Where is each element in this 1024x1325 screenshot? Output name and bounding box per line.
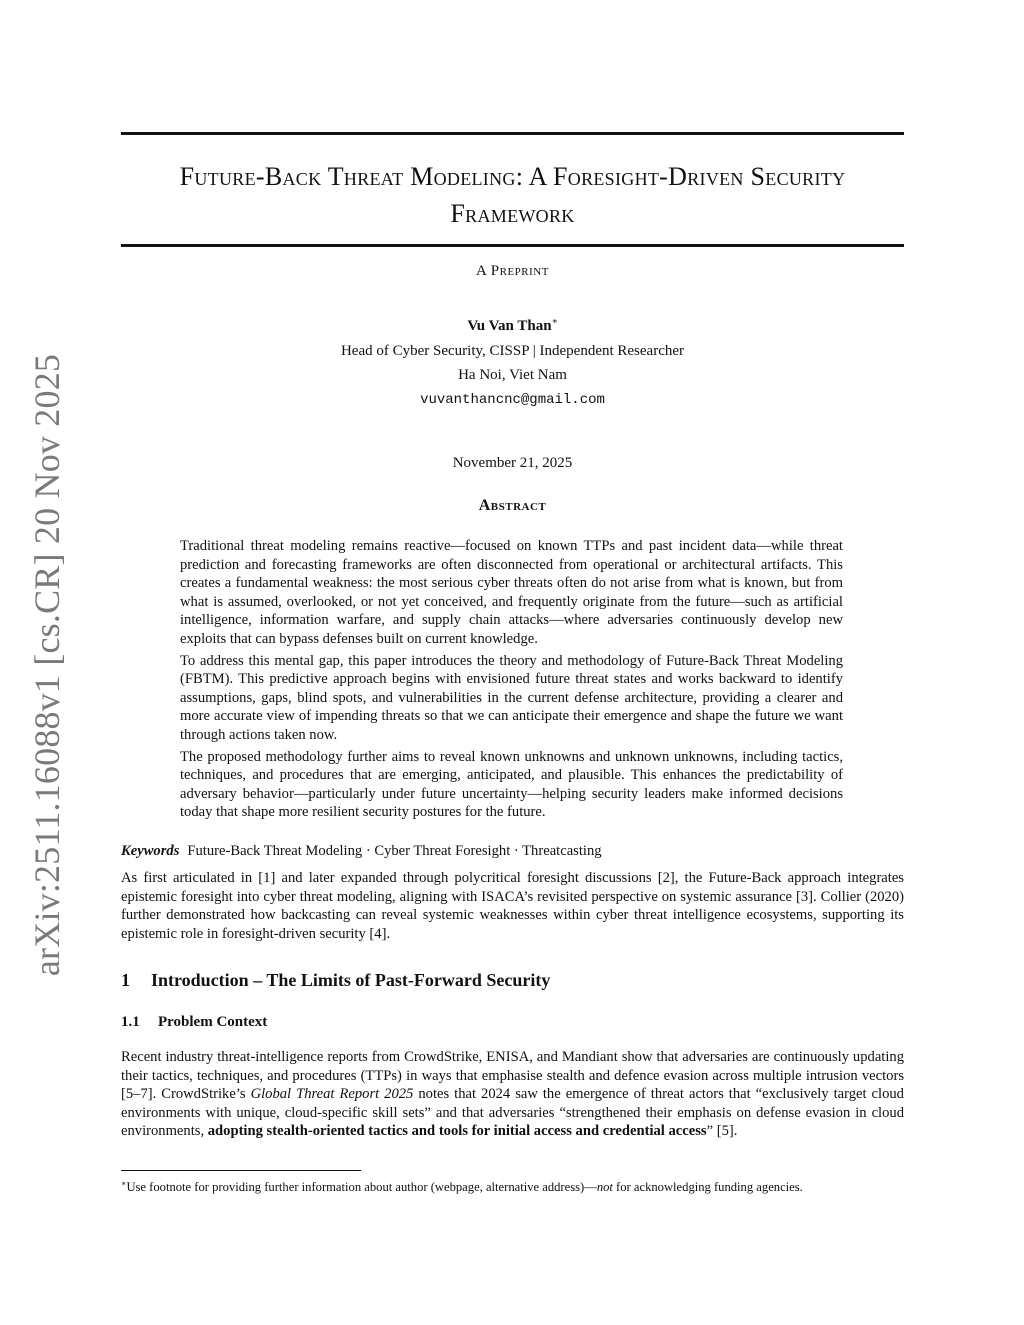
title-line-1: Future-Back Threat Modeling: A Foresight-Driven Security: [179, 162, 846, 191]
problem-context-text: [121, 1048, 904, 1141]
author-email[interactable]: vuvanthancnc@gmail.com: [420, 392, 605, 408]
abstract-body: [180, 537, 843, 825]
paper-date: November 21, 2025: [452, 455, 573, 471]
footnote-italic: not: [596, 1180, 613, 1195]
author-footnote-mark: ∗: [551, 316, 558, 326]
subsection-title: Problem Context: [158, 1014, 268, 1030]
author-email-line: [121, 388, 904, 412]
keywords-label: Keywords: [121, 843, 180, 859]
intro-paragraph-text: As first articulated in [1] and later expanded through polycritical foresight discussions [2], the Future-Back approach integrates epistemic foresight into cyber threat modeling, aligning with ISACA’s revisited perspective on systemic assurance [3]. Collier (2020) further demonstrated how backcasting can reveal systemic weaknesses within cyber threat intelligence ecosystems, supporting its epistemic role in foresight-driven security [4].: [121, 870, 904, 942]
problem-text-part-1: Recent industry threat-intelligence reports from CrowdStrike, ENISA, and Mandiant show that adversaries are continuously updating their tactics, techniques, and procedures (TTPs) in ways that emphasise stealth and defence evasion across multiple intrusion vectors [5–7]. CrowdStrike’s: [121, 1049, 904, 1103]
keywords-text: Future-Back Threat Modeling · Cyber Threat Foresight · Threatcasting: [187, 843, 602, 859]
footnote-mark: ∗: [121, 1179, 127, 1188]
paper-title: [121, 158, 904, 232]
title-top-rule: [121, 132, 904, 135]
abstract-paragraph-1: Traditional threat modeling remains reactive—focused on known TTPs and past incident data—while threat prediction and forecasting frameworks are often disconnected from operational or architectural artifacts. This creates a fundamental weakness: the most serious cyber threats often do not arise from what is known, but from what is assumed, overlooked, or not yet conceived, and frequently originate from the future—such as artificial intelligence, information warfare, and supply chain attacks—where adversaries continuously develop new exploits that can bypass defenses built on current knowledge.: [180, 538, 843, 647]
arxiv-identifier: arXiv:2511.16088v1 [cs.CR] 20 Nov 2025: [27, 353, 67, 977]
author-name: Vu Van Than: [467, 318, 552, 334]
section-title: Introduction – The Limits of Past-Forward Security: [151, 970, 551, 990]
keywords-line: [121, 842, 904, 861]
preprint-label: A Preprint: [476, 263, 549, 279]
problem-text-bold: adopting stealth-oriented tactics and tools for initial access and credential access: [207, 1123, 707, 1140]
section-number: 1: [121, 970, 130, 990]
abstract-paragraph-3: The proposed methodology further aims to reveal known unknowns and unknown unknowns, including tactics, techniques, and procedures that are emerging, anticipated, and plausible. This enhances the predictability of adversary behavior—particularly under future uncertainty—helping security leaders make informed decisions today that shape more resilient security postures for the future.: [180, 748, 843, 821]
title-bottom-rule: [121, 244, 904, 247]
problem-context-paragraph: [121, 1048, 904, 1141]
problem-text-part-2: notes that 2024 saw the emergence of threat actors that “exclusively target cloud environments with unique, cloud-specific skill sets” and that adversaries “strengthened their emphasis on defense evasion in cloud environments,: [121, 1086, 904, 1140]
abstract-heading: Abstract: [478, 497, 547, 514]
footnote-rule: [121, 1170, 361, 1171]
abstract-paragraph-2: To address this mental gap, this paper introduces the theory and methodology of Future-Back Threat Modeling (FBTM). This predictive approach begins with envisioned future threat states and works backward to identify assumptions, gaps, blind spots, and vulnerabilities in the current defense architecture, providing a clearer and more accurate view of impending threats so that we can anticipate their emergence and shape the future we want through actions taken now.: [180, 652, 843, 743]
problem-text-part-3: ” [5].: [706, 1123, 738, 1140]
problem-text-italic: Global Threat Report 2025: [250, 1086, 414, 1103]
author-location: Ha Noi, Viet Nam: [458, 367, 567, 383]
footnote-part-1: Use footnote for providing further information about author (webpage, alternative address)—: [126, 1180, 597, 1195]
subsection-1-1-heading: [121, 1014, 267, 1031]
author-name-line: [121, 316, 904, 335]
intro-paragraph: [121, 869, 904, 943]
footnote-part-2: for acknowledging funding agencies.: [612, 1180, 803, 1195]
subsection-number: 1.1: [121, 1014, 140, 1030]
title-line-2: Framework: [450, 199, 575, 228]
section-1-heading: [121, 970, 550, 991]
footnote: [121, 1175, 904, 1196]
author-affiliation: Head of Cyber Security, CISSP | Independent Researcher: [340, 343, 685, 359]
